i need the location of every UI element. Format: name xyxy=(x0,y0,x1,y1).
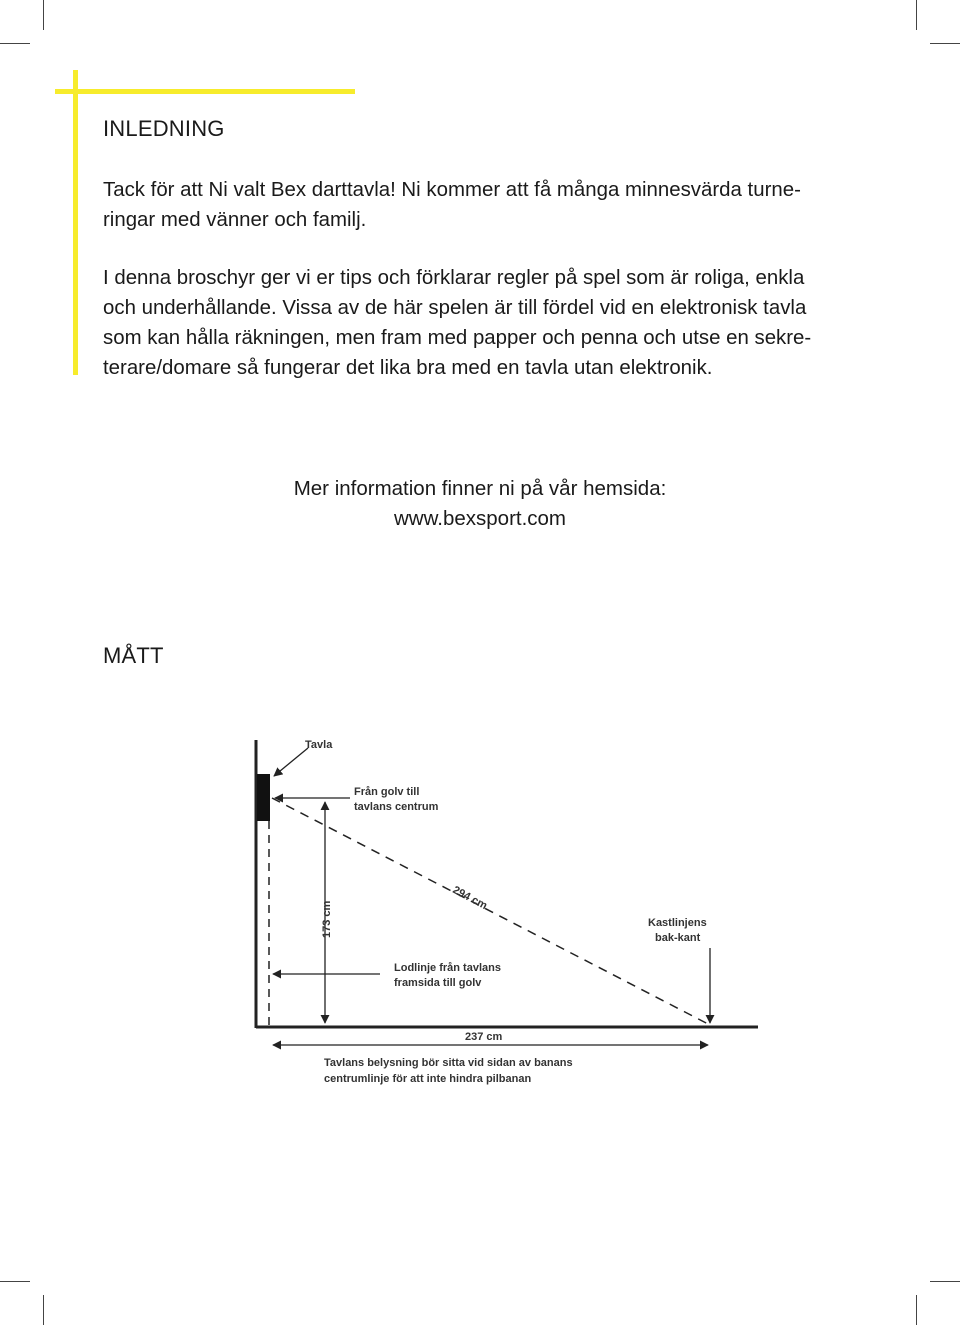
label-tavla: Tavla xyxy=(305,739,333,751)
intro-heading: INLEDNING xyxy=(103,116,225,141)
text-line: terare/domare så fungerar det lika bra med en tavla utan elektronik. xyxy=(103,356,713,379)
text-line: som kan hålla räkningen, men fram med papper och penna och utse en sekre- xyxy=(103,326,812,349)
accent-line-vertical xyxy=(73,70,78,375)
website-link[interactable]: www.bexsport.com xyxy=(393,507,567,530)
info-text: Mer information finner ni på vår hemsida: xyxy=(293,477,667,500)
label-diagonal: 294 cm xyxy=(450,884,490,913)
text-line: Tack för att Ni valt Bex darttavla! Ni kommer att få många minnesvärda turne- xyxy=(103,178,801,201)
label-fran-golv-1: Från golv till xyxy=(354,786,420,798)
label-distance: 237 cm xyxy=(465,1031,503,1043)
dartboard-measurement-diagram xyxy=(230,720,770,1100)
crop-mark xyxy=(916,1295,917,1325)
crop-mark xyxy=(0,43,30,44)
crop-mark xyxy=(930,43,960,44)
label-note-2: centrumlinje för att inte hindra pilbanan xyxy=(324,1073,532,1085)
label-kastlinjens-2: bak-kant xyxy=(655,932,701,944)
crop-mark xyxy=(0,1281,30,1282)
text-line: I denna broschyr ger vi er tips och förklarar regler på spel som är roliga, enkla xyxy=(103,266,805,289)
label-kastlinjens-1: Kastlinjens xyxy=(648,917,707,929)
label-height: 173 cm xyxy=(321,900,333,938)
crop-mark xyxy=(43,1295,44,1325)
crop-mark xyxy=(930,1281,960,1282)
measurements-heading: MÅTT xyxy=(103,643,164,668)
tavla-arrow xyxy=(274,748,308,776)
crop-mark xyxy=(43,0,44,30)
intro-paragraph-2 xyxy=(103,263,848,383)
diagonal-line xyxy=(272,798,710,1025)
label-fran-golv-2: tavlans centrum xyxy=(354,801,439,813)
text-line: ringar med vänner och familj. xyxy=(103,208,367,231)
accent-line-horizontal xyxy=(55,89,355,94)
label-lodlinje-1: Lodlinje från tavlans xyxy=(394,962,501,974)
crop-mark xyxy=(916,0,917,30)
label-note-1: Tavlans belysning bör sitta vid sidan av banans xyxy=(324,1057,573,1069)
label-lodlinje-2: framsida till golv xyxy=(394,977,482,989)
dartboard-shape xyxy=(257,774,270,821)
intro-paragraph-1 xyxy=(103,175,848,235)
text-line: och underhållande. Vissa av de här spelen är till fördel vid en elektronisk tavla xyxy=(103,296,807,319)
